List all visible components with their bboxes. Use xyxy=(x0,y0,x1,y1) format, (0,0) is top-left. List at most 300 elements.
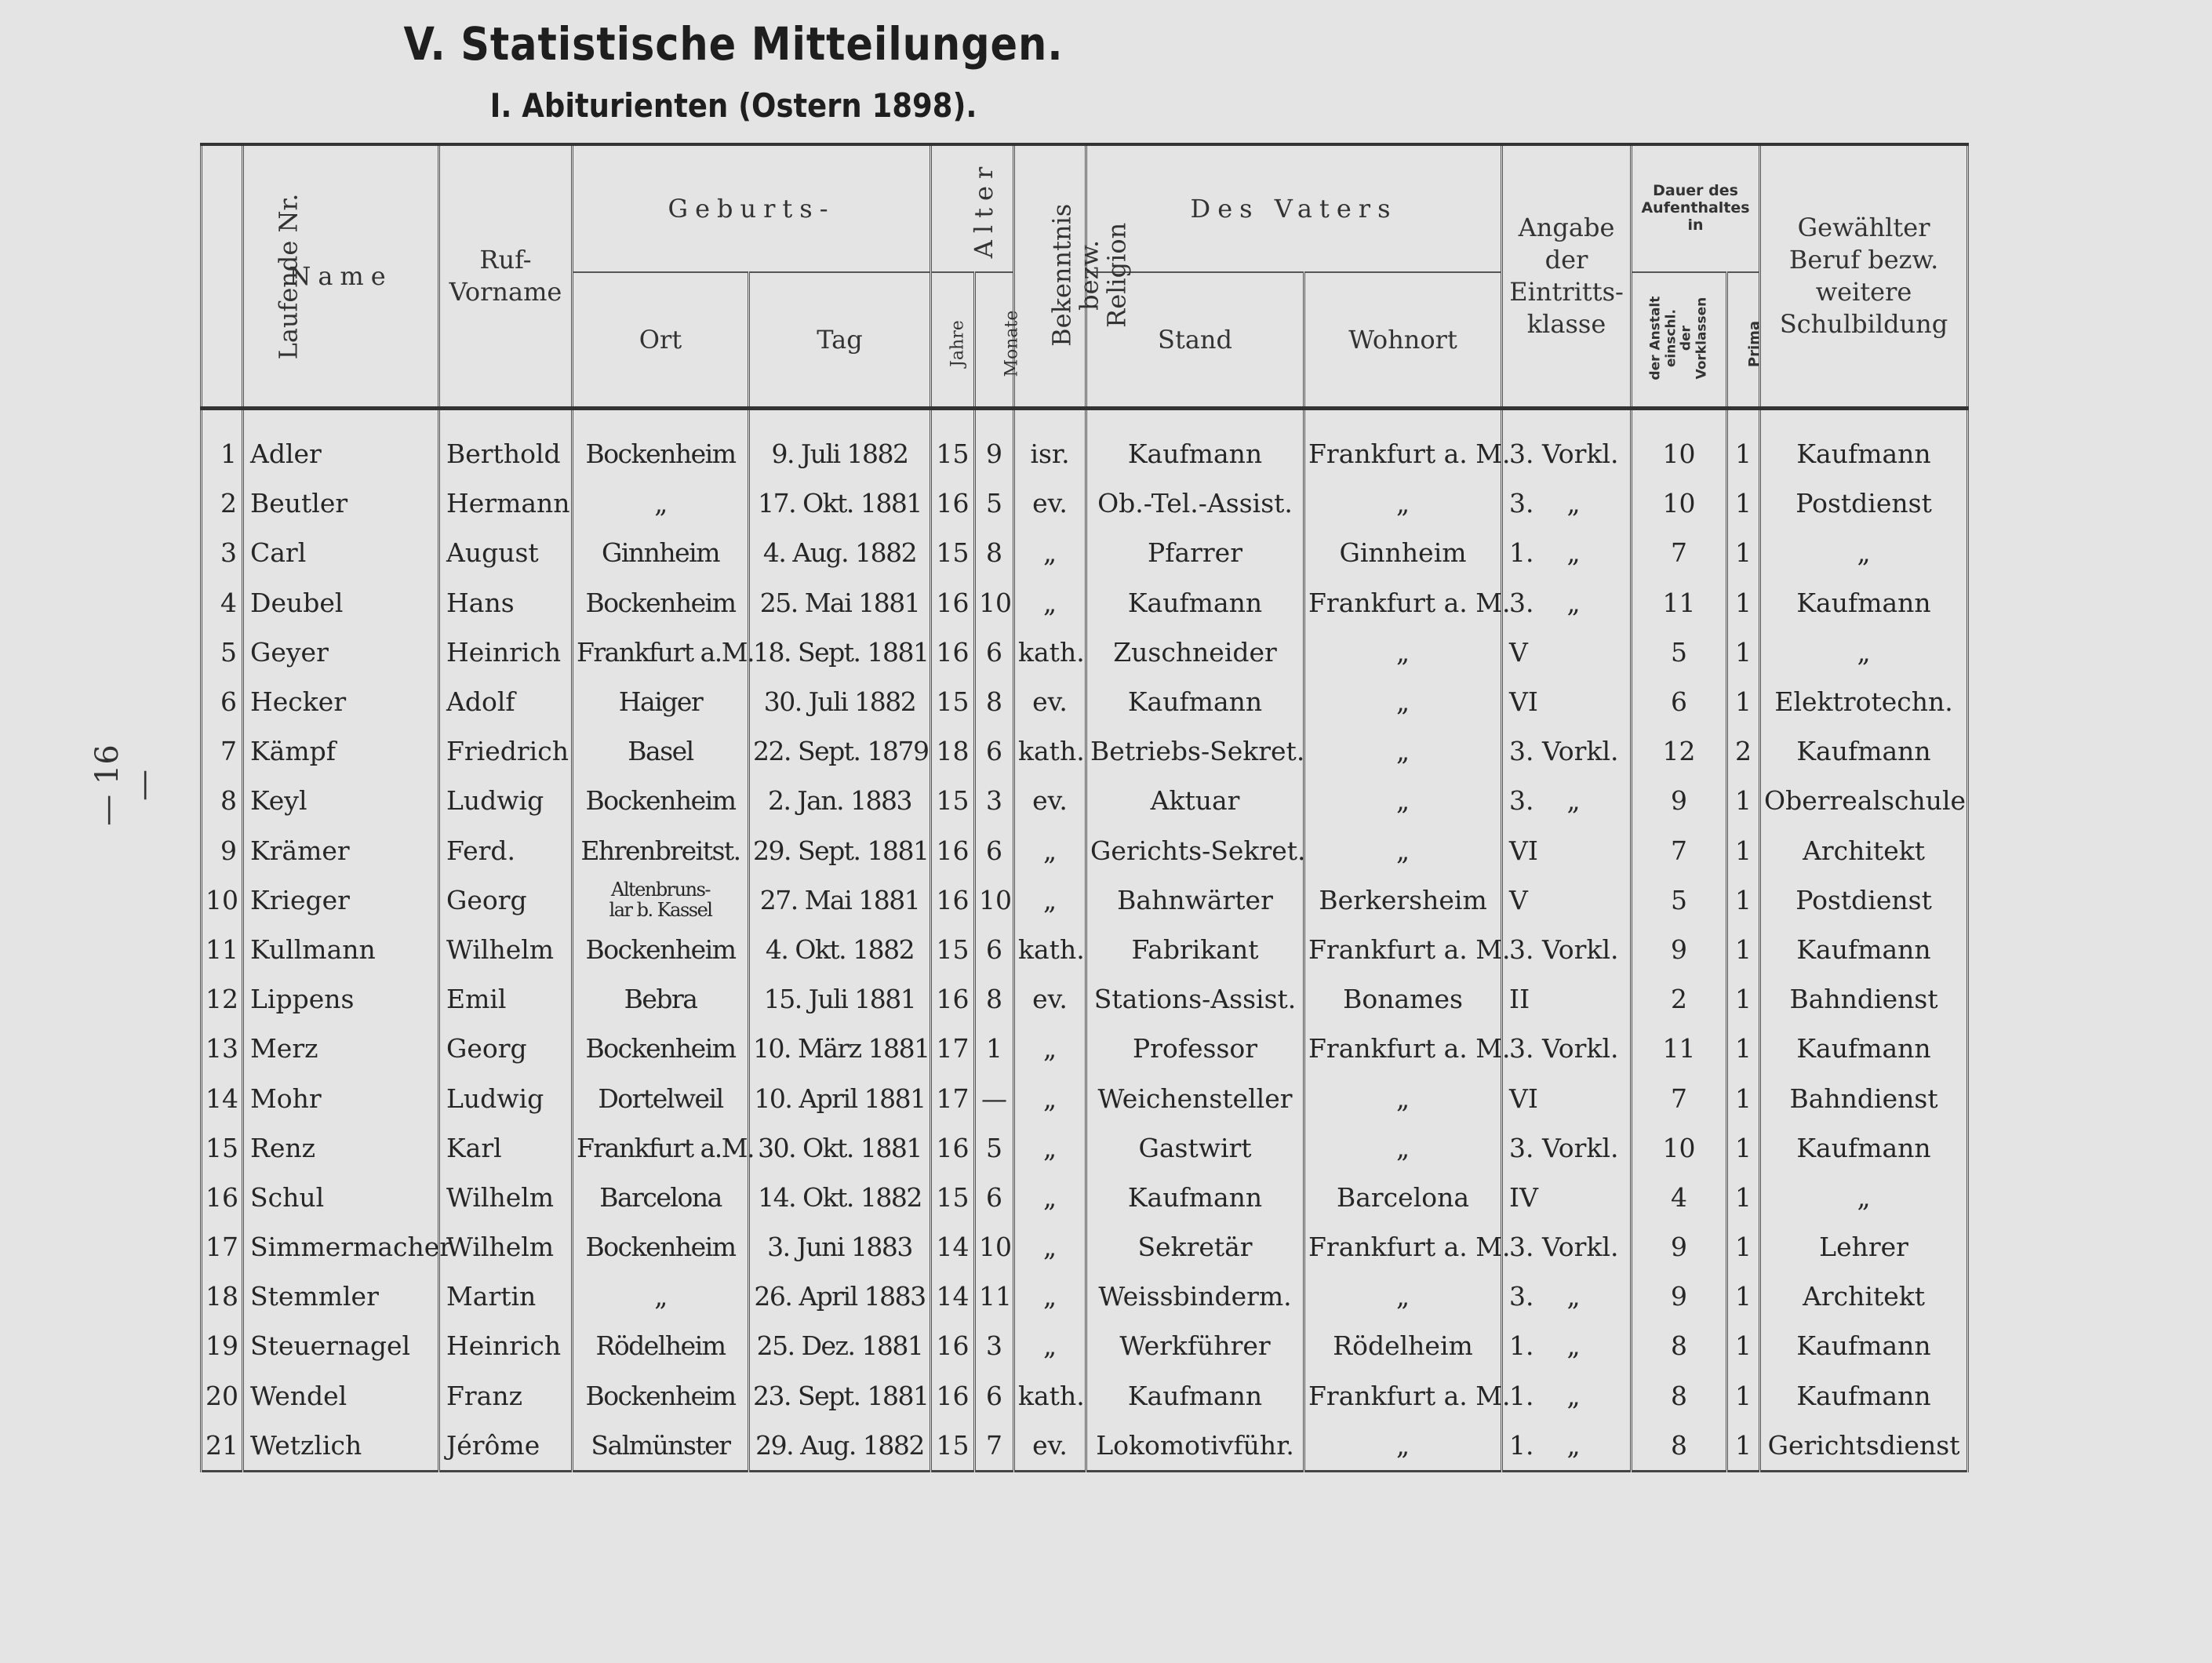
table-row xyxy=(202,1421,1968,1472)
cell-tag: 26. April 1883 xyxy=(749,1272,931,1321)
cell-klasse: 1. „ xyxy=(1502,1321,1632,1370)
cell-tag: 23. Sept. 1881 xyxy=(749,1371,931,1421)
cell-anstalt: 12 xyxy=(1632,726,1727,776)
cell-nr: 14 xyxy=(202,1073,243,1123)
cell-wohnort: Frankfurt a. M. xyxy=(1304,925,1502,974)
cell-nr: 17 xyxy=(202,1222,243,1272)
cell-tag: 18. Sept. 1881 xyxy=(749,628,931,677)
cell-nr: 8 xyxy=(202,776,243,825)
cell-prima: 1 xyxy=(1727,528,1760,577)
cell-religion: „ xyxy=(1014,1024,1086,1073)
col-geburts xyxy=(573,144,931,272)
cell-wohnort: „ xyxy=(1304,1272,1502,1321)
cell-name: Lippens xyxy=(243,974,439,1024)
table-row xyxy=(202,1371,1968,1421)
cell-name: Hecker xyxy=(243,677,439,726)
cell-religion: ev. xyxy=(1014,677,1086,726)
col-anstalt xyxy=(1632,272,1727,409)
cell-beruf: Architekt xyxy=(1760,826,1968,875)
cell-prima: 1 xyxy=(1727,1222,1760,1272)
cell-tag: 27. Mai 1881 xyxy=(749,875,931,925)
cell-ort: Bockenheim xyxy=(573,776,749,825)
cell-name: Kämpf xyxy=(243,726,439,776)
cell-prima: 1 xyxy=(1727,1024,1760,1073)
cell-beruf: Elektrotechn. xyxy=(1760,677,1968,726)
cell-jahre: 18 xyxy=(931,726,975,776)
cell-religion: „ xyxy=(1014,875,1086,925)
cell-anstalt: 9 xyxy=(1632,1272,1727,1321)
cell-wohnort: Ginnheim xyxy=(1304,528,1502,577)
cell-prima: 1 xyxy=(1727,1073,1760,1123)
cell-anstalt: 6 xyxy=(1632,677,1727,726)
table-row xyxy=(202,1173,1968,1222)
cell-monate: 9 xyxy=(975,409,1014,479)
cell-jahre: 16 xyxy=(931,1123,975,1173)
cell-stand: Kaufmann xyxy=(1086,578,1304,628)
cell-name: Stemmler xyxy=(243,1272,439,1321)
cell-tag: 4. Aug. 1882 xyxy=(749,528,931,577)
cell-klasse: 1. „ xyxy=(1502,1371,1632,1421)
cell-ort: „ xyxy=(573,479,749,528)
cell-jahre: 14 xyxy=(931,1222,975,1272)
cell-stand: Ob.-Tel.-Assist. xyxy=(1086,479,1304,528)
cell-klasse: 3. Vorkl. xyxy=(1502,925,1632,974)
cell-beruf: Kaufmann xyxy=(1760,578,1968,628)
cell-monate: 11 xyxy=(975,1272,1014,1321)
cell-klasse: V xyxy=(1502,628,1632,677)
cell-anstalt: 11 xyxy=(1632,578,1727,628)
cell-vorname: Jérôme xyxy=(439,1421,573,1472)
cell-nr: 3 xyxy=(202,528,243,577)
table-row xyxy=(202,409,1968,479)
cell-ort: Bockenheim xyxy=(573,1222,749,1272)
cell-nr: 10 xyxy=(202,875,243,925)
cell-beruf: Postdienst xyxy=(1760,875,1968,925)
cell-klasse: VI xyxy=(1502,826,1632,875)
cell-nr: 16 xyxy=(202,1173,243,1222)
cell-name: Geyer xyxy=(243,628,439,677)
cell-religion: „ xyxy=(1014,528,1086,577)
cell-vorname: Adolf xyxy=(439,677,573,726)
cell-vorname: Heinrich xyxy=(439,1321,573,1370)
cell-monate: 6 xyxy=(975,1371,1014,1421)
cell-ort: Basel xyxy=(573,726,749,776)
col-bekenntnis xyxy=(1014,144,1132,409)
cell-vorname: Ferd. xyxy=(439,826,573,875)
cell-stand: Betriebs-Sekret. xyxy=(1086,726,1304,776)
cell-vorname: Berthold xyxy=(439,409,573,479)
cell-beruf: Postdienst xyxy=(1760,479,1968,528)
table-row xyxy=(202,1024,1968,1073)
cell-religion: isr. xyxy=(1014,409,1086,479)
cell-jahre: 16 xyxy=(931,628,975,677)
cell-nr: 21 xyxy=(202,1421,243,1472)
cell-vorname: Emil xyxy=(439,974,573,1024)
cell-wohnort: Frankfurt a. M. xyxy=(1304,578,1502,628)
cell-wohnort: „ xyxy=(1304,1073,1502,1123)
cell-klasse: 3. „ xyxy=(1502,1272,1632,1321)
cell-name: Wendel xyxy=(243,1371,439,1421)
col-alter xyxy=(931,144,1014,272)
col-wohnort xyxy=(1304,272,1502,409)
cell-stand: Zuschneider xyxy=(1086,628,1304,677)
cell-tag: 22. Sept. 1879 xyxy=(749,726,931,776)
cell-stand: Weichensteller xyxy=(1086,1073,1304,1123)
cell-tag: 25. Mai 1881 xyxy=(749,578,931,628)
table-row xyxy=(202,1222,1968,1272)
cell-jahre: 16 xyxy=(931,578,975,628)
cell-jahre: 16 xyxy=(931,1371,975,1421)
table-row xyxy=(202,479,1968,528)
cell-beruf: Gerichtsdienst xyxy=(1760,1421,1968,1472)
col-jahre xyxy=(931,272,975,409)
cell-nr: 9 xyxy=(202,826,243,875)
table-row xyxy=(202,875,1968,925)
cell-vorname: Martin xyxy=(439,1272,573,1321)
col-ort xyxy=(573,272,749,409)
cell-vorname: Heinrich xyxy=(439,628,573,677)
cell-ort: Rödelheim xyxy=(573,1321,749,1370)
cell-anstalt: 5 xyxy=(1632,875,1727,925)
cell-religion: ev. xyxy=(1014,479,1086,528)
cell-stand: Gastwirt xyxy=(1086,1123,1304,1173)
col-monate xyxy=(975,272,1022,409)
cell-name: Deubel xyxy=(243,578,439,628)
cell-wohnort: „ xyxy=(1304,677,1502,726)
cell-tag: 9. Juli 1882 xyxy=(749,409,931,479)
cell-monate: 6 xyxy=(975,628,1014,677)
cell-wohnort: Frankfurt a. M. xyxy=(1304,1371,1502,1421)
cell-ort: Haiger xyxy=(573,677,749,726)
cell-religion: kath. xyxy=(1014,1371,1086,1421)
cell-klasse: 3. Vorkl. xyxy=(1502,1222,1632,1272)
cell-religion: „ xyxy=(1014,1173,1086,1222)
table-row xyxy=(202,826,1968,875)
cell-name: Merz xyxy=(243,1024,439,1073)
cell-stand: Sekretär xyxy=(1086,1222,1304,1272)
cell-ort: Salmünster xyxy=(573,1421,749,1472)
cell-stand: Kaufmann xyxy=(1086,677,1304,726)
table-row xyxy=(202,528,1968,577)
cell-wohnort: „ xyxy=(1304,479,1502,528)
cell-anstalt: 7 xyxy=(1632,826,1727,875)
cell-ort: Bockenheim xyxy=(573,1371,749,1421)
cell-wohnort: Berkersheim xyxy=(1304,875,1502,925)
cell-stand: Fabrikant xyxy=(1086,925,1304,974)
cell-wohnort: Frankfurt a. M. xyxy=(1304,409,1502,479)
cell-prima: 1 xyxy=(1727,1371,1760,1421)
cell-ort: Ehrenbreitst. xyxy=(573,826,749,875)
table-row xyxy=(202,1272,1968,1321)
cell-vorname: Ludwig xyxy=(439,1073,573,1123)
cell-klasse: VI xyxy=(1502,1073,1632,1123)
col-laufende-nr xyxy=(202,144,304,409)
table-header xyxy=(202,144,1968,409)
cell-monate: 8 xyxy=(975,528,1014,577)
cell-vorname: Franz xyxy=(439,1371,573,1421)
cell-ort: Altenbruns- lar b. Kassel xyxy=(573,875,749,925)
col-des-vaters xyxy=(1086,144,1502,272)
cell-religion: kath. xyxy=(1014,628,1086,677)
cell-jahre: 15 xyxy=(931,1421,975,1472)
cell-ort: Bockenheim xyxy=(573,925,749,974)
cell-vorname: Ludwig xyxy=(439,776,573,825)
col-wohnort-label: Wohnort xyxy=(1348,324,1457,355)
cell-anstalt: 10 xyxy=(1632,479,1727,528)
cell-prima: 1 xyxy=(1727,677,1760,726)
cell-stand: Werkführer xyxy=(1086,1321,1304,1370)
col-tag xyxy=(749,272,931,409)
cell-anstalt: 9 xyxy=(1632,925,1727,974)
col-laufende-nr-label: Laufende Nr. xyxy=(273,193,304,359)
table-row xyxy=(202,677,1968,726)
cell-anstalt: 7 xyxy=(1632,1073,1727,1123)
cell-anstalt: 2 xyxy=(1632,974,1727,1024)
cell-beruf: Kaufmann xyxy=(1760,409,1968,479)
cell-wohnort: „ xyxy=(1304,726,1502,776)
cell-prima: 1 xyxy=(1727,1272,1760,1321)
cell-jahre: 16 xyxy=(931,974,975,1024)
cell-stand: Weissbinderm. xyxy=(1086,1272,1304,1321)
cell-beruf: „ xyxy=(1760,1173,1968,1222)
cell-anstalt: 10 xyxy=(1632,1123,1727,1173)
cell-religion: „ xyxy=(1014,1222,1086,1272)
col-jahre-label: Jahre xyxy=(948,319,968,367)
cell-wohnort: Frankfurt a. M. xyxy=(1304,1024,1502,1073)
cell-religion: ev. xyxy=(1014,776,1086,825)
cell-religion: „ xyxy=(1014,826,1086,875)
cell-jahre: 16 xyxy=(931,479,975,528)
cell-wohnort: „ xyxy=(1304,776,1502,825)
cell-jahre: 15 xyxy=(931,776,975,825)
cell-klasse: 3. Vorkl. xyxy=(1502,1123,1632,1173)
cell-monate: 6 xyxy=(975,826,1014,875)
cell-jahre: 15 xyxy=(931,925,975,974)
table-row xyxy=(202,628,1968,677)
cell-monate: 5 xyxy=(975,479,1014,528)
cell-jahre: 16 xyxy=(931,875,975,925)
cell-prima: 1 xyxy=(1727,1321,1760,1370)
cell-klasse: VI xyxy=(1502,677,1632,726)
cell-religion: „ xyxy=(1014,578,1086,628)
cell-stand: Aktuar xyxy=(1086,776,1304,825)
cell-name: Keyl xyxy=(243,776,439,825)
cell-nr: 1 xyxy=(202,409,243,479)
cell-beruf: Bahndienst xyxy=(1760,974,1968,1024)
cell-wohnort: Bonames xyxy=(1304,974,1502,1024)
cell-beruf: Lehrer xyxy=(1760,1222,1968,1272)
cell-beruf: Kaufmann xyxy=(1760,726,1968,776)
cell-prima: 1 xyxy=(1727,628,1760,677)
col-stand-label: Stand xyxy=(1158,324,1232,355)
cell-name: Carl xyxy=(243,528,439,577)
cell-jahre: 17 xyxy=(931,1073,975,1123)
cell-stand: Professor xyxy=(1086,1024,1304,1073)
cell-jahre: 15 xyxy=(931,677,975,726)
cell-nr: 19 xyxy=(202,1321,243,1370)
cell-vorname: August xyxy=(439,528,573,577)
cell-monate: 8 xyxy=(975,677,1014,726)
col-dauer xyxy=(1632,144,1760,272)
cell-beruf: „ xyxy=(1760,528,1968,577)
cell-tag: 15. Juli 1881 xyxy=(749,974,931,1024)
cell-prima: 1 xyxy=(1727,1123,1760,1173)
cell-monate: 1 xyxy=(975,1024,1014,1073)
cell-name: Simmermacher xyxy=(243,1222,439,1272)
cell-nr: 20 xyxy=(202,1371,243,1421)
cell-prima: 1 xyxy=(1727,479,1760,528)
cell-jahre: 16 xyxy=(931,826,975,875)
cell-monate: 8 xyxy=(975,974,1014,1024)
col-tag-label: Tag xyxy=(817,324,863,355)
cell-nr: 11 xyxy=(202,925,243,974)
cell-ort: Bockenheim xyxy=(573,578,749,628)
table-body xyxy=(202,409,1968,1472)
cell-name: Schul xyxy=(243,1173,439,1222)
cell-prima: 1 xyxy=(1727,409,1760,479)
cell-anstalt: 8 xyxy=(1632,1421,1727,1472)
cell-jahre: 15 xyxy=(931,1173,975,1222)
cell-nr: 4 xyxy=(202,578,243,628)
col-name-label: Name xyxy=(289,260,393,291)
cell-prima: 1 xyxy=(1727,974,1760,1024)
cell-anstalt: 10 xyxy=(1632,409,1727,479)
cell-beruf: Kaufmann xyxy=(1760,925,1968,974)
table-row xyxy=(202,1073,1968,1123)
cell-jahre: 15 xyxy=(931,528,975,577)
cell-stand: Kaufmann xyxy=(1086,409,1304,479)
cell-religion: „ xyxy=(1014,1123,1086,1173)
col-prima-label: Prima xyxy=(1746,320,1763,367)
cell-monate: 3 xyxy=(975,776,1014,825)
cell-anstalt: 5 xyxy=(1632,628,1727,677)
cell-religion: kath. xyxy=(1014,726,1086,776)
cell-monate: 10 xyxy=(975,1222,1014,1272)
cell-ort: Bockenheim xyxy=(573,409,749,479)
cell-tag: 29. Aug. 1882 xyxy=(749,1421,931,1472)
page-number: — 16 — xyxy=(89,744,162,826)
cell-ort: Frankfurt a.M. xyxy=(573,1123,749,1173)
cell-klasse: 1. „ xyxy=(1502,528,1632,577)
cell-ort: „ xyxy=(573,1272,749,1321)
cell-klasse: IV xyxy=(1502,1173,1632,1222)
cell-nr: 6 xyxy=(202,677,243,726)
cell-name: Steuernagel xyxy=(243,1321,439,1370)
cell-religion: kath. xyxy=(1014,925,1086,974)
col-geburts-label: Geburts- xyxy=(668,193,835,224)
cell-vorname: Georg xyxy=(439,1024,573,1073)
cell-name: Krieger xyxy=(243,875,439,925)
table-row xyxy=(202,974,1968,1024)
table-row xyxy=(202,1321,1968,1370)
cell-stand: Bahnwärter xyxy=(1086,875,1304,925)
cell-klasse: II xyxy=(1502,974,1632,1024)
cell-anstalt: 8 xyxy=(1632,1321,1727,1370)
col-des-vaters-label: Des Vaters xyxy=(1190,193,1398,224)
col-beruf xyxy=(1760,144,1968,409)
cell-tag: 10. April 1881 xyxy=(749,1073,931,1123)
cell-beruf: Oberrealschule xyxy=(1760,776,1968,825)
cell-prima: 1 xyxy=(1727,578,1760,628)
abiturienten-table xyxy=(200,143,1969,1472)
cell-tag: 10. März 1881 xyxy=(749,1024,931,1073)
cell-name: Mohr xyxy=(243,1073,439,1123)
col-angabe-label: Angabe der Eintritts- klasse xyxy=(1509,213,1624,339)
page-title: V. Statistische Mitteilungen. xyxy=(403,17,1064,71)
cell-anstalt: 9 xyxy=(1632,1222,1727,1272)
cell-prima: 1 xyxy=(1727,776,1760,825)
cell-monate: 10 xyxy=(975,578,1014,628)
cell-nr: 12 xyxy=(202,974,243,1024)
cell-wohnort: „ xyxy=(1304,628,1502,677)
col-monate-label: Monate xyxy=(1002,310,1022,377)
cell-prima: 1 xyxy=(1727,875,1760,925)
cell-nr: 15 xyxy=(202,1123,243,1173)
cell-klasse: 3. Vorkl. xyxy=(1502,409,1632,479)
cell-tag: 17. Okt. 1881 xyxy=(749,479,931,528)
cell-wohnort: Rödelheim xyxy=(1304,1321,1502,1370)
cell-beruf: Architekt xyxy=(1760,1272,1968,1321)
table-row xyxy=(202,1123,1968,1173)
cell-stand: Kaufmann xyxy=(1086,1173,1304,1222)
cell-stand: Kaufmann xyxy=(1086,1371,1304,1421)
cell-name: Renz xyxy=(243,1123,439,1173)
cell-vorname: Wilhelm xyxy=(439,1173,573,1222)
cell-jahre: 15 xyxy=(931,409,975,479)
cell-monate: 5 xyxy=(975,1123,1014,1173)
col-rufname-label: Ruf- Vorname xyxy=(449,245,562,307)
cell-vorname: Friedrich xyxy=(439,726,573,776)
cell-stand: Pfarrer xyxy=(1086,528,1304,577)
col-anstalt-label: der Anstalt einschl. der Vorklassen xyxy=(1647,296,1710,380)
cell-tag: 30. Okt. 1881 xyxy=(749,1123,931,1173)
cell-ort: Barcelona xyxy=(573,1173,749,1222)
cell-tag: 4. Okt. 1882 xyxy=(749,925,931,974)
cell-anstalt: 11 xyxy=(1632,1024,1727,1073)
cell-klasse: 3. „ xyxy=(1502,479,1632,528)
cell-religion: „ xyxy=(1014,1073,1086,1123)
cell-anstalt: 7 xyxy=(1632,528,1727,577)
cell-ort: Frankfurt a.M. xyxy=(573,628,749,677)
cell-vorname: Hermann xyxy=(439,479,573,528)
cell-anstalt: 9 xyxy=(1632,776,1727,825)
cell-vorname: Georg xyxy=(439,875,573,925)
cell-monate: 6 xyxy=(975,1173,1014,1222)
cell-nr: 13 xyxy=(202,1024,243,1073)
cell-klasse: 3. Vorkl. xyxy=(1502,726,1632,776)
cell-wohnort: „ xyxy=(1304,1123,1502,1173)
cell-stand: Lokomotivführ. xyxy=(1086,1421,1304,1472)
cell-prima: 2 xyxy=(1727,726,1760,776)
cell-tag: 2. Jan. 1883 xyxy=(749,776,931,825)
cell-klasse: 3. „ xyxy=(1502,776,1632,825)
cell-wohnort: „ xyxy=(1304,826,1502,875)
cell-beruf: Bahndienst xyxy=(1760,1073,1968,1123)
cell-ort: Ginnheim xyxy=(573,528,749,577)
cell-beruf: Kaufmann xyxy=(1760,1024,1968,1073)
cell-prima: 1 xyxy=(1727,1173,1760,1222)
cell-wohnort: „ xyxy=(1304,1421,1502,1472)
cell-anstalt: 4 xyxy=(1632,1173,1727,1222)
cell-monate: 10 xyxy=(975,875,1014,925)
cell-nr: 7 xyxy=(202,726,243,776)
cell-monate: 3 xyxy=(975,1321,1014,1370)
cell-ort: Dortelweil xyxy=(573,1073,749,1123)
cell-nr: 5 xyxy=(202,628,243,677)
col-angabe xyxy=(1502,144,1632,409)
cell-monate: 7 xyxy=(975,1421,1014,1472)
table-row xyxy=(202,925,1968,974)
